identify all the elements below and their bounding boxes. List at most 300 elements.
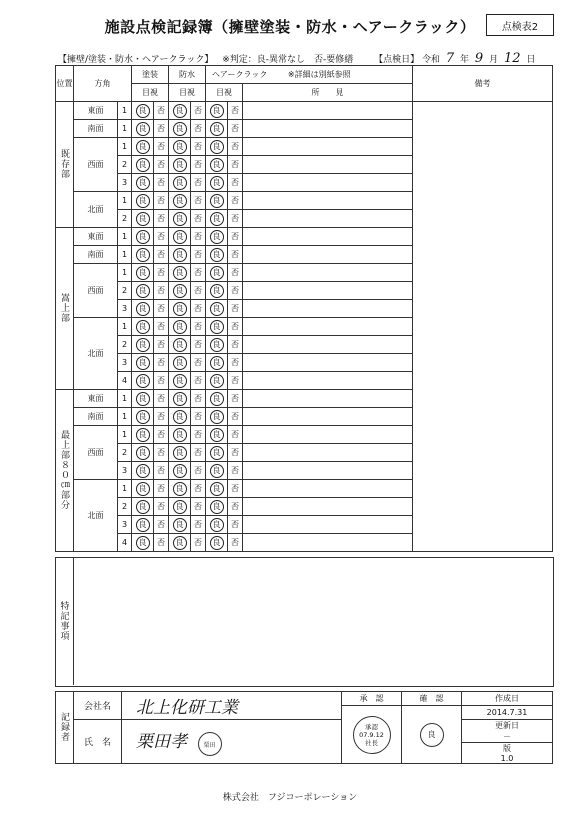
good-mark-cell — [206, 246, 228, 264]
bad-mark: 否 — [194, 141, 202, 151]
bad-mark-cell — [191, 444, 206, 462]
approve-stamp-cell — [342, 706, 402, 764]
circled-good-mark: 良 — [136, 284, 150, 298]
good-mark-cell — [169, 282, 191, 300]
good-mark-cell — [169, 426, 191, 444]
findings-cell — [243, 156, 413, 174]
bad-mark: 否 — [194, 123, 202, 133]
circled-good-mark: 良 — [210, 104, 224, 118]
findings-cell — [243, 192, 413, 210]
direction-cell: 西面 — [74, 426, 118, 480]
bad-mark: 否 — [231, 141, 239, 151]
good-mark-cell — [206, 390, 228, 408]
bad-mark: 否 — [194, 213, 202, 223]
circled-good-mark: 良 — [173, 482, 187, 496]
row-number: 1 — [118, 408, 132, 426]
row-number: 3 — [118, 354, 132, 372]
bad-mark: 否 — [194, 447, 202, 457]
direction-cell: 南面 — [74, 246, 118, 264]
circled-good-mark: 良 — [210, 374, 224, 388]
bad-mark-cell — [154, 282, 169, 300]
bad-mark-cell — [191, 426, 206, 444]
bad-mark-cell — [191, 192, 206, 210]
row-number: 1 — [118, 480, 132, 498]
circled-good-mark: 良 — [210, 428, 224, 442]
remarks-cell — [413, 102, 553, 552]
bad-mark-cell — [191, 516, 206, 534]
table-row — [56, 102, 553, 120]
bad-mark: 否 — [231, 123, 239, 133]
bad-mark-cell — [154, 354, 169, 372]
circled-good-mark: 良 — [210, 302, 224, 316]
circled-good-mark: 良 — [136, 176, 150, 190]
row-number: 1 — [118, 120, 132, 138]
name-label: 氏 名 — [74, 720, 122, 764]
bad-mark: 否 — [194, 285, 202, 295]
good-mark-cell — [206, 174, 228, 192]
row-number: 3 — [118, 174, 132, 192]
findings-cell — [243, 246, 413, 264]
circled-good-mark: 良 — [210, 194, 224, 208]
bad-mark-cell — [191, 102, 206, 120]
bad-mark: 否 — [157, 393, 165, 403]
bad-mark-cell — [191, 462, 206, 480]
bad-mark: 否 — [157, 429, 165, 439]
circled-good-mark: 良 — [210, 518, 224, 532]
good-mark-cell — [206, 426, 228, 444]
circled-good-mark: 良 — [173, 446, 187, 460]
good-mark-cell — [169, 210, 191, 228]
bad-mark-cell — [191, 534, 206, 552]
row-number: 2 — [118, 282, 132, 300]
circled-good-mark: 良 — [173, 518, 187, 532]
good-mark-cell — [169, 462, 191, 480]
page-title: 施設点検記録簿（擁壁塗装・防水・ヘアークラック） — [104, 18, 476, 36]
bad-mark: 否 — [157, 123, 165, 133]
circled-good-mark: 良 — [173, 176, 187, 190]
circled-good-mark: 良 — [136, 338, 150, 352]
good-mark-cell — [132, 534, 154, 552]
bad-mark: 否 — [194, 375, 202, 385]
bad-mark: 否 — [157, 375, 165, 385]
good-mark-cell — [132, 390, 154, 408]
row-number: 1 — [118, 318, 132, 336]
section-label: 嵩上部 — [59, 292, 69, 323]
bad-mark-cell — [228, 390, 243, 408]
circled-good-mark: 良 — [173, 104, 187, 118]
bad-mark: 否 — [157, 465, 165, 475]
bad-mark: 否 — [231, 267, 239, 277]
good-mark-cell — [169, 390, 191, 408]
section-label: 既存部 — [59, 148, 69, 179]
findings-cell — [243, 408, 413, 426]
circled-good-mark: 良 — [173, 248, 187, 262]
bad-mark: 否 — [231, 375, 239, 385]
updated-value: － — [503, 732, 511, 741]
category-label: 【擁壁/塗装・防水・ヘアークラック】 — [58, 55, 214, 65]
direction-cell: 東面 — [74, 390, 118, 408]
bad-mark: 否 — [157, 213, 165, 223]
findings-cell — [243, 372, 413, 390]
inspection-month: 9 — [474, 51, 484, 66]
inspection-year: 7 — [445, 51, 455, 66]
year-unit: 年 — [460, 55, 470, 65]
good-mark-cell — [132, 444, 154, 462]
circled-good-mark: 良 — [136, 140, 150, 154]
good-mark-cell — [206, 444, 228, 462]
bad-mark-cell — [228, 336, 243, 354]
footer-company: 株式会社 フジコーポレーション — [222, 793, 358, 803]
circled-good-mark: 良 — [173, 230, 187, 244]
circled-good-mark: 良 — [210, 212, 224, 226]
bad-mark-cell — [228, 426, 243, 444]
good-mark-cell — [206, 372, 228, 390]
bad-mark-cell — [154, 192, 169, 210]
bad-mark-cell — [191, 246, 206, 264]
header-visual-waterproof: 目視 — [169, 84, 206, 102]
special-notes-label-cell — [55, 557, 74, 685]
bad-mark-cell — [191, 480, 206, 498]
bad-mark-cell — [191, 354, 206, 372]
bad-mark: 否 — [157, 249, 165, 259]
created-value: 2014.7.31 — [462, 706, 553, 720]
circled-good-mark: 良 — [210, 266, 224, 280]
good-mark-cell — [132, 318, 154, 336]
row-number: 2 — [118, 498, 132, 516]
circled-good-mark: 良 — [210, 500, 224, 514]
version-label: 版 — [503, 744, 511, 753]
bad-mark: 否 — [231, 447, 239, 457]
findings-cell — [243, 228, 413, 246]
bad-mark-cell — [154, 498, 169, 516]
bad-mark: 否 — [231, 429, 239, 439]
bad-mark-cell — [154, 426, 169, 444]
direction-cell: 西面 — [74, 138, 118, 192]
circled-good-mark: 良 — [210, 482, 224, 496]
bad-mark-cell — [154, 246, 169, 264]
bad-mark: 否 — [157, 195, 165, 205]
circled-good-mark: 良 — [136, 212, 150, 226]
good-mark-cell — [206, 516, 228, 534]
good-mark-cell — [206, 498, 228, 516]
header-waterproof: 防水 — [169, 66, 206, 84]
good-mark-cell — [169, 246, 191, 264]
bad-mark-cell — [191, 174, 206, 192]
bad-mark-cell — [191, 372, 206, 390]
bad-mark: 否 — [157, 447, 165, 457]
bad-mark-cell — [228, 264, 243, 282]
bad-mark: 否 — [157, 357, 165, 367]
bad-mark-cell — [228, 300, 243, 318]
bad-mark-cell — [191, 264, 206, 282]
findings-cell — [243, 462, 413, 480]
company-value: 北上化研工業 — [136, 698, 238, 718]
row-number: 4 — [118, 372, 132, 390]
circled-good-mark: 良 — [173, 500, 187, 514]
header-findings: 所 見 — [243, 84, 413, 102]
bad-mark: 否 — [157, 483, 165, 493]
header-detail-note: ※詳細は別紙参照 — [287, 70, 351, 79]
findings-cell — [243, 336, 413, 354]
inspection-day: 12 — [503, 51, 521, 66]
bad-mark-cell — [154, 390, 169, 408]
bad-mark-cell — [228, 516, 243, 534]
bad-mark: 否 — [231, 303, 239, 313]
name-seal: 栗田 — [198, 732, 222, 756]
bad-mark-cell — [191, 210, 206, 228]
good-mark-cell — [206, 282, 228, 300]
circled-good-mark: 良 — [210, 158, 224, 172]
row-number: 2 — [118, 336, 132, 354]
bad-mark: 否 — [231, 537, 239, 547]
bad-mark: 否 — [157, 339, 165, 349]
direction-cell: 北面 — [74, 192, 118, 228]
bad-mark-cell — [228, 480, 243, 498]
bad-mark: 否 — [157, 177, 165, 187]
bad-mark-cell — [154, 102, 169, 120]
bad-mark: 否 — [194, 177, 202, 187]
bad-mark-cell — [191, 498, 206, 516]
bad-mark: 否 — [194, 393, 202, 403]
good-mark-cell — [169, 354, 191, 372]
findings-cell — [243, 210, 413, 228]
circled-good-mark: 良 — [210, 356, 224, 370]
good-mark-cell — [169, 408, 191, 426]
version-cell — [462, 743, 553, 764]
bad-mark: 否 — [231, 519, 239, 529]
good-mark-cell — [206, 120, 228, 138]
judgement-note: ※判定：良-異常なし 否-要修繕 — [222, 55, 354, 65]
good-mark-cell — [132, 192, 154, 210]
header-remarks: 備考 — [413, 66, 553, 102]
bad-mark: 否 — [231, 195, 239, 205]
bad-mark-cell — [154, 264, 169, 282]
circled-good-mark: 良 — [136, 302, 150, 316]
bad-mark-cell — [154, 516, 169, 534]
bad-mark-cell — [228, 228, 243, 246]
bad-mark-cell — [228, 444, 243, 462]
circled-good-mark: 良 — [136, 500, 150, 514]
circled-good-mark: 良 — [173, 140, 187, 154]
subheader — [58, 51, 552, 66]
row-number: 1 — [118, 246, 132, 264]
special-notes-label: 特記事項 — [58, 601, 69, 641]
good-mark-cell — [169, 228, 191, 246]
bad-mark-cell — [191, 408, 206, 426]
row-number: 3 — [118, 300, 132, 318]
row-number: 2 — [118, 210, 132, 228]
good-mark-cell — [169, 192, 191, 210]
circled-good-mark: 良 — [210, 176, 224, 190]
bad-mark: 否 — [194, 267, 202, 277]
bad-mark-cell — [154, 156, 169, 174]
good-mark-cell — [132, 120, 154, 138]
circled-good-mark: 良 — [136, 194, 150, 208]
good-mark-cell — [169, 138, 191, 156]
circled-good-mark: 良 — [173, 194, 187, 208]
good-mark-cell — [206, 210, 228, 228]
row-number: 3 — [118, 516, 132, 534]
form-number-badge: 点検表2 — [486, 14, 554, 36]
bad-mark-cell — [154, 174, 169, 192]
bad-mark-cell — [228, 462, 243, 480]
circled-good-mark: 良 — [173, 464, 187, 478]
bad-mark-cell — [154, 120, 169, 138]
good-mark-cell — [132, 246, 154, 264]
section-label-cell — [56, 228, 74, 390]
circled-good-mark: 良 — [136, 122, 150, 136]
bad-mark-cell — [191, 318, 206, 336]
bad-mark-cell — [228, 156, 243, 174]
circled-good-mark: 良 — [210, 230, 224, 244]
bad-mark-cell — [154, 210, 169, 228]
good-mark-cell — [169, 120, 191, 138]
header-paint: 塗装 — [132, 66, 169, 84]
good-mark-cell — [206, 156, 228, 174]
header-direction: 方角 — [74, 66, 132, 102]
bad-mark-cell — [191, 228, 206, 246]
circled-good-mark: 良 — [173, 320, 187, 334]
good-mark-cell — [169, 480, 191, 498]
circled-good-mark: 良 — [210, 284, 224, 298]
good-mark-cell — [132, 156, 154, 174]
circled-good-mark: 良 — [210, 446, 224, 460]
good-mark-cell — [206, 408, 228, 426]
findings-cell — [243, 102, 413, 120]
bad-mark: 否 — [194, 465, 202, 475]
good-mark-cell — [206, 102, 228, 120]
bad-mark-cell — [154, 408, 169, 426]
row-number: 3 — [118, 462, 132, 480]
good-mark-cell — [169, 300, 191, 318]
bad-mark-cell — [228, 282, 243, 300]
circled-good-mark: 良 — [210, 410, 224, 424]
good-mark-cell — [206, 192, 228, 210]
good-mark-cell — [132, 228, 154, 246]
good-mark-cell — [169, 264, 191, 282]
recorder-label-cell — [56, 692, 74, 764]
bad-mark-cell — [154, 228, 169, 246]
bad-mark-cell — [154, 138, 169, 156]
header-position: 位置 — [56, 66, 74, 102]
circled-good-mark: 良 — [173, 122, 187, 136]
bad-mark-cell — [191, 282, 206, 300]
bad-mark: 否 — [194, 429, 202, 439]
section-label: 最上部８０㎝部分 — [59, 429, 69, 510]
circled-good-mark: 良 — [136, 104, 150, 118]
bad-mark: 否 — [194, 159, 202, 169]
good-mark-cell — [206, 318, 228, 336]
name-value-cell — [122, 720, 342, 764]
approve-label: 承 認 — [342, 692, 402, 706]
bad-mark: 否 — [194, 537, 202, 547]
company-value-cell — [122, 692, 342, 720]
date-label: 【点検日】 令和 — [374, 55, 440, 65]
circled-good-mark: 良 — [136, 446, 150, 460]
bad-mark: 否 — [231, 231, 239, 241]
good-mark-cell — [169, 516, 191, 534]
good-mark-cell — [169, 336, 191, 354]
header-visual-paint: 目視 — [132, 84, 169, 102]
good-mark-cell — [169, 174, 191, 192]
good-mark-cell — [132, 516, 154, 534]
findings-cell — [243, 480, 413, 498]
good-mark-cell — [169, 156, 191, 174]
findings-cell — [243, 282, 413, 300]
circled-good-mark: 良 — [173, 266, 187, 280]
findings-cell — [243, 318, 413, 336]
findings-cell — [243, 354, 413, 372]
row-number: 1 — [118, 264, 132, 282]
record-table — [55, 691, 553, 764]
bad-mark: 否 — [231, 501, 239, 511]
bad-mark-cell — [228, 246, 243, 264]
bad-mark-cell — [228, 408, 243, 426]
row-number: 1 — [118, 390, 132, 408]
circled-good-mark: 良 — [210, 392, 224, 406]
header-visual-crack: 目視 — [206, 84, 243, 102]
circled-good-mark: 良 — [136, 356, 150, 370]
bad-mark-cell — [228, 354, 243, 372]
bad-mark: 否 — [194, 501, 202, 511]
good-mark-cell — [132, 210, 154, 228]
bad-mark: 否 — [157, 141, 165, 151]
header-crack-label: ヘアークラック — [212, 70, 268, 79]
bad-mark-cell — [228, 174, 243, 192]
bad-mark-cell — [154, 480, 169, 498]
good-mark-cell — [206, 300, 228, 318]
bad-mark: 否 — [194, 105, 202, 115]
day-unit: 日 — [526, 55, 536, 65]
findings-cell — [243, 264, 413, 282]
bad-mark-cell — [154, 462, 169, 480]
version-value: 1.0 — [500, 754, 514, 763]
confirm-label: 確 認 — [402, 692, 462, 706]
bad-mark: 否 — [231, 177, 239, 187]
circled-good-mark: 良 — [173, 536, 187, 550]
section-label-cell — [56, 102, 74, 228]
circled-good-mark: 良 — [173, 302, 187, 316]
findings-cell — [243, 138, 413, 156]
good-mark-cell — [169, 372, 191, 390]
bad-mark-cell — [228, 318, 243, 336]
good-mark-cell — [132, 336, 154, 354]
good-mark-cell — [132, 264, 154, 282]
row-number: 1 — [118, 192, 132, 210]
circled-good-mark: 良 — [136, 410, 150, 424]
bad-mark: 否 — [194, 483, 202, 493]
circled-good-mark: 良 — [173, 338, 187, 352]
good-mark-cell — [169, 534, 191, 552]
findings-cell — [243, 534, 413, 552]
bad-mark: 否 — [231, 411, 239, 421]
circled-good-mark: 良 — [173, 158, 187, 172]
bad-mark: 否 — [194, 357, 202, 367]
good-mark-cell — [206, 228, 228, 246]
bad-mark: 否 — [231, 159, 239, 169]
name-value: 栗田孝 — [136, 731, 187, 752]
bad-mark: 否 — [194, 519, 202, 529]
bad-mark: 否 — [231, 321, 239, 331]
circled-good-mark: 良 — [136, 158, 150, 172]
circled-good-mark: 良 — [173, 356, 187, 370]
findings-cell — [243, 426, 413, 444]
circled-good-mark: 良 — [136, 518, 150, 532]
bad-mark: 否 — [194, 411, 202, 421]
bad-mark-cell — [191, 336, 206, 354]
direction-cell: 北面 — [74, 318, 118, 390]
direction-cell: 北面 — [74, 480, 118, 552]
